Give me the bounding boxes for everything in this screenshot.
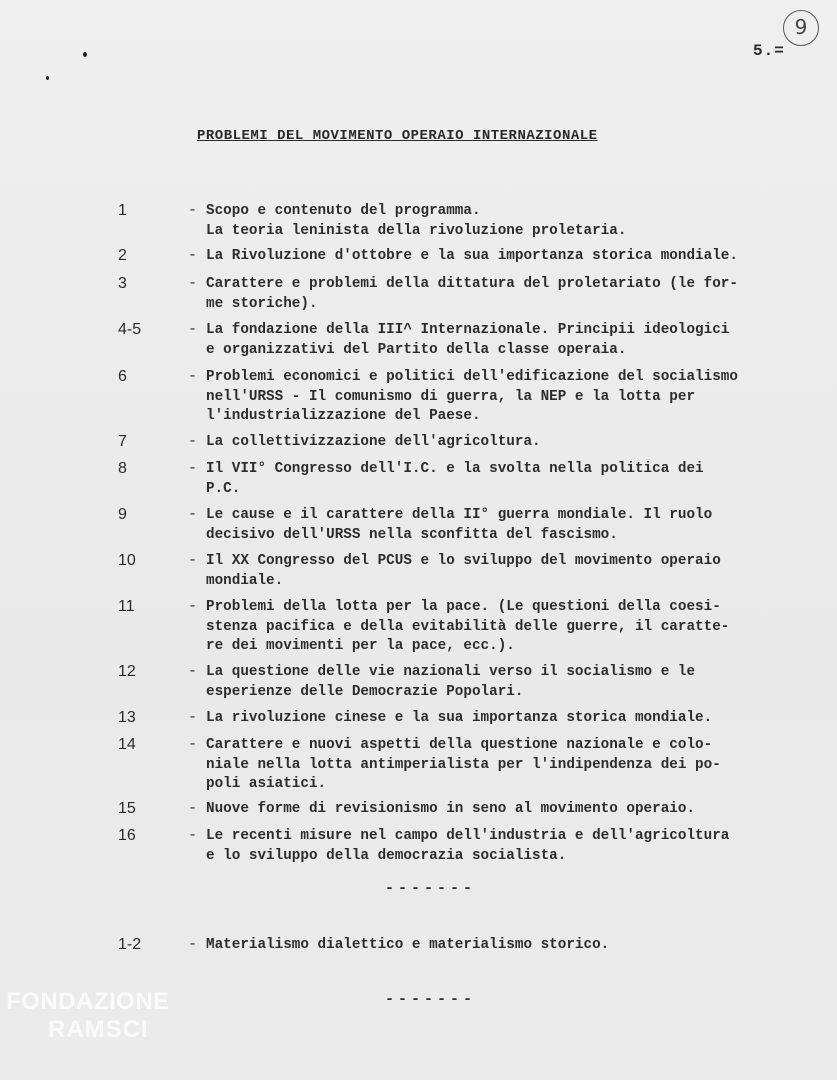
item-dash: - [188, 598, 198, 615]
item-text: Problemi economici e politici dell'edificazione del socialismo nell'URSS - Il comunismo di guerra, la NEP e la lotta per l'industrializzazione del Paese. [206, 369, 738, 424]
item-text: La questione delle vie nazionali verso il socialismo e le esperienze delle Democrazie Popolari. [206, 664, 696, 700]
item-dash: - [188, 827, 198, 844]
item-number: 3 [118, 275, 127, 292]
ink-speck [83, 52, 87, 57]
item-text: Le recenti misure nel campo dell'industria e dell'agricoltura e lo sviluppo della democrazia socialista. [206, 828, 730, 864]
item-dash: - [188, 552, 198, 569]
item-number: 2 [118, 247, 127, 264]
page-number: 5.= [753, 42, 785, 60]
separator-line: ------- [385, 991, 477, 1008]
item-text: La collettivizzazione dell'agricoltura. [206, 434, 541, 450]
folio-number: 9 [783, 10, 819, 46]
item-text: Problemi della lotta per la pace. (Le questioni della coesi- stenza pacifica e della evitabilità delle guerre, il caratte- re dei movimenti per la pace, ecc.). [206, 599, 730, 654]
item-dash: - [188, 368, 198, 385]
item-number: 11 [118, 598, 135, 615]
item-number: 1 [118, 202, 127, 219]
item-number: 4-5 [118, 321, 142, 338]
item-text: Il XX Congresso del PCUS e lo sviluppo del movimento operaio mondiale. [206, 553, 721, 589]
item-dash: - [188, 800, 198, 817]
item-number: 15 [118, 800, 136, 817]
item-number: 8 [118, 460, 127, 477]
item-text: Il VII° Congresso dell'I.C. e la svolta nella politica dei P.C. [206, 461, 704, 497]
item-number: 10 [118, 552, 136, 569]
item-text: La fondazione della III^ Internazionale. Principii ideologici e organizzativi del Partito della classe operaia. [206, 322, 730, 358]
item-dash: - [188, 460, 198, 477]
item-text: Carattere e problemi della dittatura del proletariato (le for- me storiche). [206, 276, 738, 312]
watermark-line-1: FONDAZIONE [6, 988, 170, 1015]
item-text: La rivoluzione cinese e la sua importanza storica mondiale. [206, 710, 713, 726]
separator-line: ------- [385, 880, 477, 897]
item-number: 1-2 [118, 936, 142, 953]
item-dash: - [188, 936, 198, 953]
item-number: 13 [118, 709, 136, 726]
item-text: Le cause e il carattere della II° guerra mondiale. Il ruolo decisivo dell'URSS nella sconfitta del fascismo. [206, 507, 713, 543]
item-text: La Rivoluzione d'ottobre e la sua importanza storica mondiale. [206, 248, 738, 264]
item-number: 9 [118, 506, 127, 523]
item-text: Materialismo dialettico e materialismo storico. [206, 937, 610, 953]
item-text: Carattere e nuovi aspetti della questione nazionale e colo- niale nella lotta antimperialista per l'indipendenza dei po- poli asiatici. [206, 737, 721, 792]
item-dash: - [188, 202, 198, 219]
item-dash: - [188, 663, 198, 680]
item-number: 14 [118, 736, 136, 753]
item-dash: - [188, 433, 198, 450]
item-dash: - [188, 247, 198, 264]
item-text: Nuove forme di revisionismo in seno al movimento operaio. [206, 801, 696, 817]
document-title: PROBLEMI DEL MOVIMENTO OPERAIO INTERNAZIONALE [197, 128, 598, 144]
item-dash: - [188, 736, 198, 753]
item-number: 7 [118, 433, 127, 450]
item-number: 6 [118, 368, 127, 385]
item-dash: - [188, 275, 198, 292]
item-dash: - [188, 321, 198, 338]
ink-speck [46, 76, 49, 80]
watermark-logo [6, 988, 170, 1044]
watermark-line-2: RAMSCI [48, 1016, 149, 1043]
item-number: 12 [118, 663, 136, 680]
item-dash: - [188, 709, 198, 726]
item-text: Scopo e contenuto del programma. La teoria leninista della rivoluzione proletaria. [206, 203, 627, 239]
item-number: 16 [118, 827, 136, 844]
item-dash: - [188, 506, 198, 523]
